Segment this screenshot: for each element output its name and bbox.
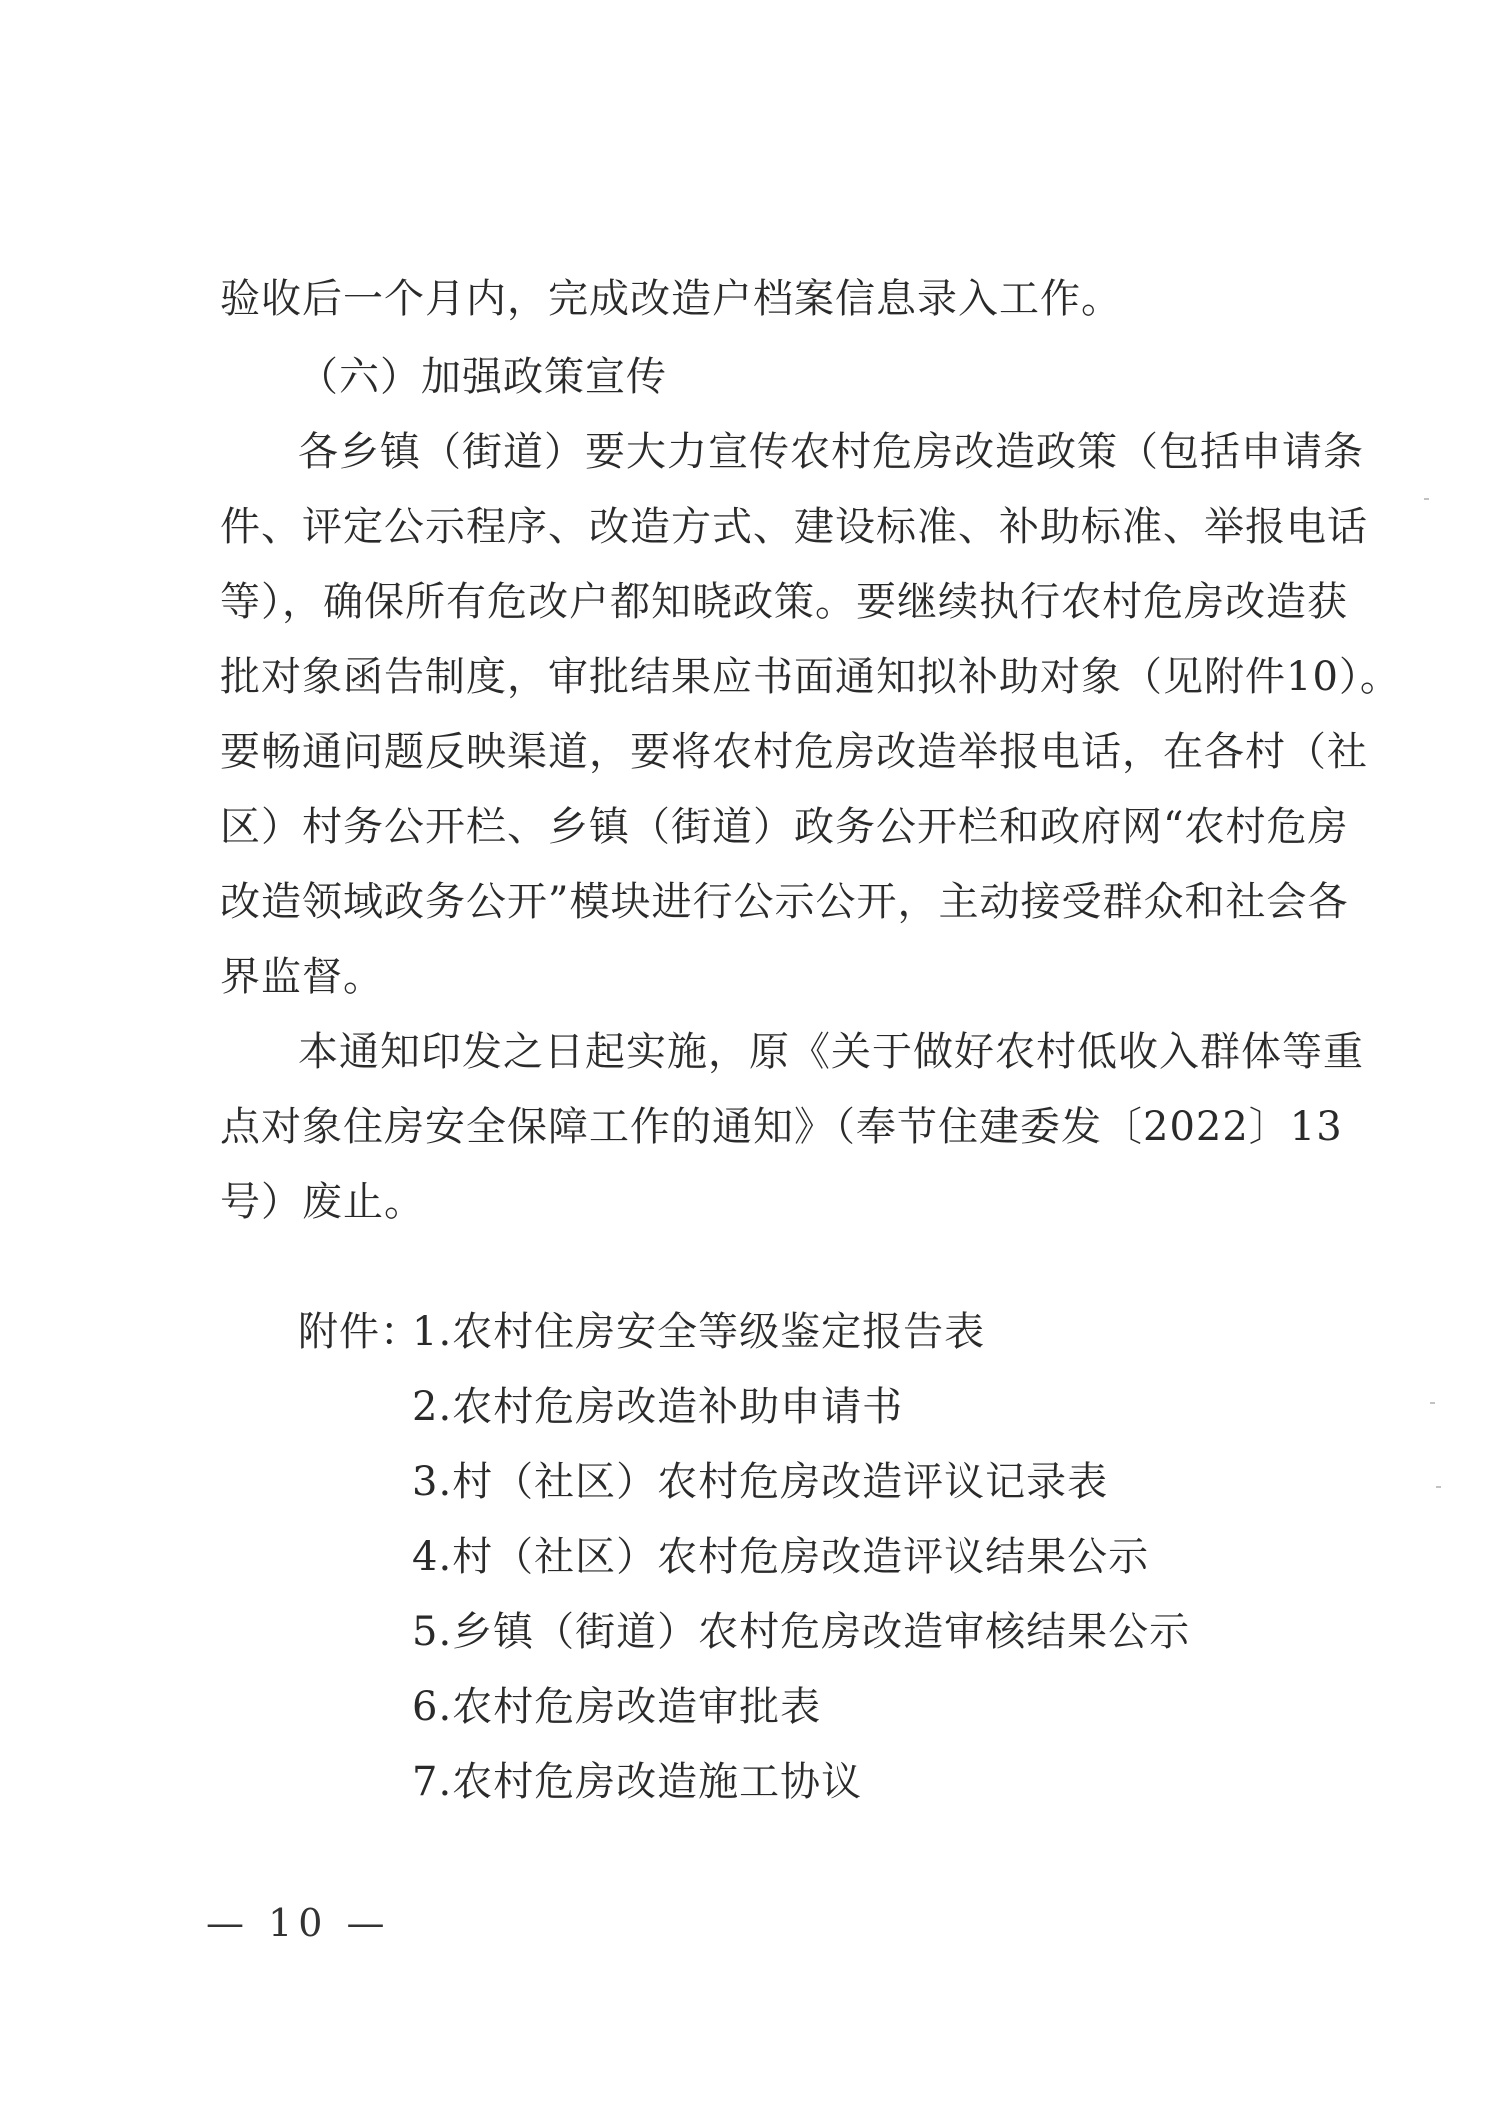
attachment-item: 5.乡镇（街道）农村危房改造审核结果公示 xyxy=(412,1609,1191,1655)
paragraph-line: 界监督。 xyxy=(220,954,384,1000)
paragraph-line: 各乡镇（街道）要大力宣传农村危房改造政策（包括申请条 xyxy=(298,429,1364,475)
attachments-label: 附件： xyxy=(298,1309,421,1355)
scan-speck xyxy=(1436,1486,1441,1488)
paragraph-line: 区）村务公开栏、乡镇（街道）政务公开栏和政府网“农村危房 xyxy=(220,804,1349,850)
attachment-item: 4.村（社区）农村危房改造评议结果公示 xyxy=(412,1534,1150,1580)
page-number: — 10 — xyxy=(206,1901,391,1945)
paragraph-line: 要畅通问题反映渠道，要将农村危房改造举报电话，在各村（社 xyxy=(220,729,1368,775)
attachment-item: 7.农村危房改造施工协议 xyxy=(412,1759,863,1805)
scan-speck xyxy=(1424,498,1429,500)
paragraph-line: 改造领域政务公开”模块进行公示公开，主动接受群众和社会各 xyxy=(220,879,1349,925)
paragraph-line: 号）废止。 xyxy=(220,1179,425,1225)
attachment-item: 3.村（社区）农村危房改造评议记录表 xyxy=(412,1459,1109,1505)
paragraph-line: 点对象住房安全保障工作的通知》（奉节住建委发〔2022〕13 xyxy=(220,1104,1343,1150)
paragraph-line: 件、评定公示程序、改造方式、建设标准、补助标准、举报电话 xyxy=(220,504,1368,550)
body-line: 验收后一个月内，完成改造户档案信息录入工作。 xyxy=(220,276,1122,322)
attachment-item: 6.农村危房改造审批表 xyxy=(412,1684,822,1730)
paragraph-line: 批对象函告制度，审批结果应书面通知拟补助对象（见附件10）。 xyxy=(220,654,1401,700)
attachment-item: 2.农村危房改造补助申请书 xyxy=(412,1384,904,1430)
section-heading: （六）加强政策宣传 xyxy=(298,354,667,400)
attachment-item: 1.农村住房安全等级鉴定报告表 xyxy=(412,1309,986,1355)
scan-speck xyxy=(1430,1402,1435,1404)
paragraph-line: 等），确保所有危改户都知晓政策。要继续执行农村危房改造获 xyxy=(220,579,1348,625)
paragraph-line: 本通知印发之日起实施，原《关于做好农村低收入群体等重 xyxy=(298,1029,1364,1075)
